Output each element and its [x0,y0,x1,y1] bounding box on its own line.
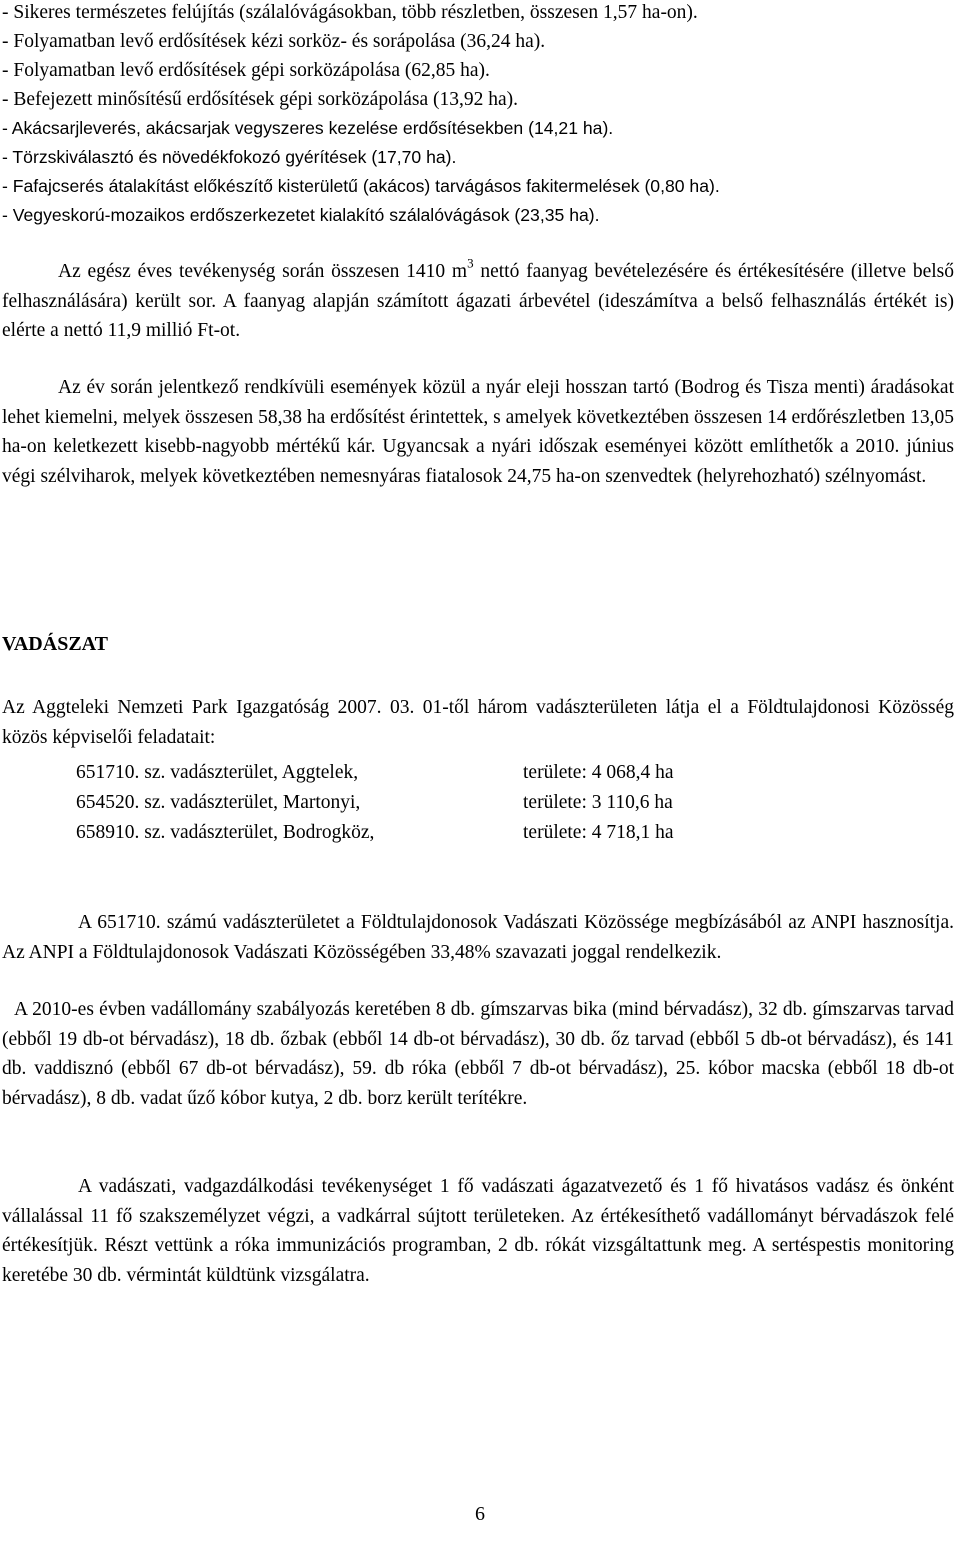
list-item: - Befejezett minősítésű erdősítések gépi sorközápolása (13,92 ha). [2,89,519,110]
paragraph-harvest: A 2010-es évben vadállomány szabályozás keretében 8 db. gímszarvas bika (mind bérvadász), 32 db. gímszarvas tarvad (ebből 19 db-ot bérvadász), 18 db. őzbak (ebből 14 db-ot bérvadász), 30 db. őz tarvad (ebből 5 db-ot bérvadász), és 141 db. vaddisznó (ebből 67 db-ot bérvadász), 59. db róka (ebből 7 db-ot bérvadász), 25. kóbor macska (ebből 18 db-ot bérvadász), 8 db. vadat űző kóbor kutya, 2 db. borz került terítékre. [2,999,954,1109]
superscript: 3 [467,255,474,271]
area-size: területe: 4 718,1 ha [523,822,674,843]
list-item: - Fafajcserés átalakítást előkészítő kisterületű (akácos) tarvágásos fakitermelések (0,80 ha). [2,176,720,196]
page-number: 6 [475,1503,485,1525]
list-item: - Vegyeskorú-mozaikos erdőszerkezetet kialakító szálalóvágások (23,35 ha). [2,205,600,225]
paragraph-text: Az egész éves tevékenység során összesen 1410 m [58,261,468,282]
area-name: 654520. sz. vadászterület, Martonyi, [76,792,361,813]
table-row [76,762,674,792]
paragraph-text: nettó faanyag bevételezésére és értékesítésére (illetve belső felhasználására) került sor. A faanyag alapján számított ágazati árbevétel (ideszámítva a belső felhasználás értékét is) elérte a nettó 11,9 millió Ft-ot. [2,261,954,341]
list-item: - Akácsarjleverés, akácsarjak vegyszeres kezelése erdősítésekben (14,21 ha). [2,118,614,138]
list-item: - Törzskiválasztó és növedékfokozó gyérítések (17,70 ha). [2,147,457,167]
paragraph-staff: A vadászati, vadgazdálkodási tevékenységet 1 fő vadászati ágazatvezető és 1 fő hivatásos vadász és önként vállalással 11 fő szakszemélyzet végzi, a vadkárral sújtott területeken. Az értékesíthető vadállományt bérvadászok felé értékesítjük. Részt vettünk a róka immunizációs programban, 2 db. rókát vizsgáltattunk meg. A sertéspestis monitoring keretébe 30 db. vérmintát küldtünk vizsgálatra. [2,1176,954,1286]
list-item: - Folyamatban levő erdősítések gépi sorközápolása (62,85 ha). [2,60,490,81]
paragraph-anpi: A 651710. számú vadászterületet a Földtulajdonosok Vadászati Közössége megbízásából az ANPI hasznosítja. Az ANPI a Földtulajdonosok Vadászati Közösségében 33,48% szavazati joggal rendelkezik. [2,912,954,963]
list-item: - Sikeres természetes felújítás (szálalóvágásokban, több részletben, összesen 1,57 ha-on). [2,2,698,23]
section-heading: VADÁSZAT [2,633,108,655]
area-size: területe: 3 110,6 ha [523,792,673,813]
area-size: területe: 4 068,4 ha [523,762,674,783]
list-item: - Folyamatban levő erdősítések kézi sorköz- és sorápolása (36,24 ha). [2,31,546,52]
paragraph-hunting-intro: Az Aggteleki Nemzeti Park Igazgatóság 2007. 03. 01-től három vadászterületen látja el a Földtulajdonosi Közösség közös képviselői feladatait: [2,697,954,748]
paragraph-timber [2,257,954,346]
paragraph-events: Az év során jelentkező rendkívüli események közül a nyár eleji hosszan tartó (Bodrog és Tisza menti) áradásokat lehet kiemelni, melyek összesen 58,38 ha erdősítést érintettek, s amelyek következtében összesen 14 erdőrészletben 13,05 ha-on keletkezett kisebb-nagyobb mértékű kár. Ugyancsak a nyári időszak eseményei között említhetők a 2010. június végi szélviharok, melyek következtében nemesnyáras fiatalosok 24,75 ha-on szenvedtek (helyrehozható) szélnyomást. [2,377,954,487]
hunting-areas-table [76,762,674,852]
area-name: 658910. sz. vadászterület, Bodrogköz, [76,822,375,843]
area-name: 651710. sz. vadászterület, Aggtelek, [76,762,359,783]
table-row [76,822,674,852]
table-row [76,792,674,822]
